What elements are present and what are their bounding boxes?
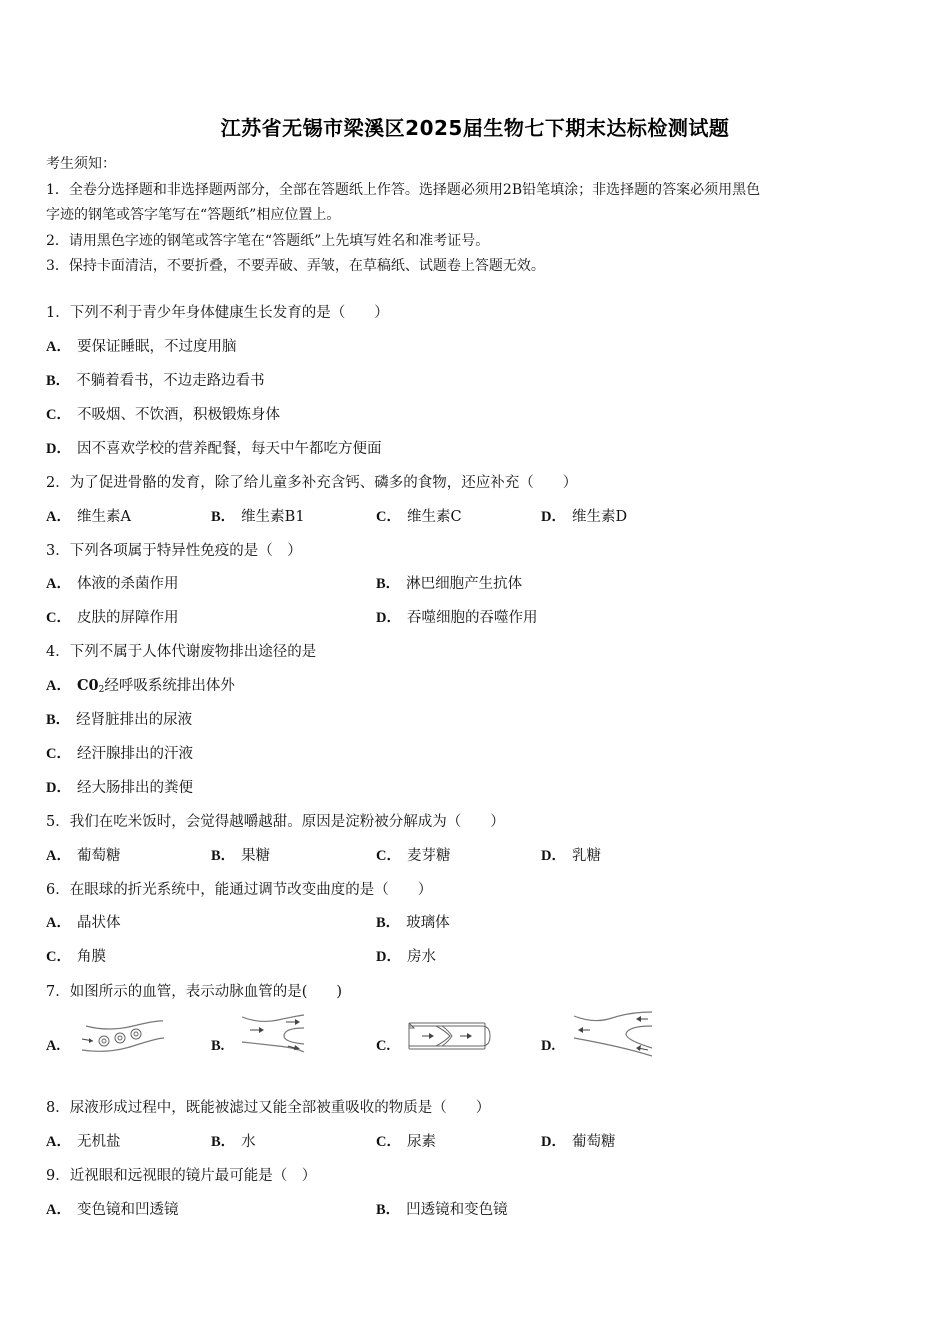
option-label: D． xyxy=(376,610,401,626)
notice-item: 1．全卷分选择题和非选择题两部分，全部在答题纸上作答。选择题必须用2B铅笔填涂；非选择题的答案必须用黑色 xyxy=(46,181,761,198)
option-text: 角膜 xyxy=(76,949,106,965)
option-label: D． xyxy=(46,441,71,457)
option-text: 经呼吸系统排出体外 xyxy=(104,678,235,694)
option-label: C． xyxy=(46,407,71,423)
q4-option-b xyxy=(46,708,192,729)
option-text: 维生素D xyxy=(571,509,628,525)
option-label: B. xyxy=(211,1038,225,1054)
q3-option-c xyxy=(46,606,178,627)
q7-option-b xyxy=(211,1038,230,1055)
option-label: A． xyxy=(46,1202,71,1218)
option-label: B． xyxy=(211,1134,236,1150)
notice-item: 2．请用黑色字迹的钢笔或答字笔在“答题纸”上先填写姓名和准考证号。 xyxy=(46,232,490,249)
q1-option-a xyxy=(46,335,236,356)
question-7-stem: 7．如图所示的血管，表示动脉血管的是( ) xyxy=(46,984,343,1000)
option-label: C. xyxy=(376,1038,391,1054)
notice-item: 3．保持卡面清洁，不要折叠，不要弄破、弄皱，在草稿纸、试题卷上答题无效。 xyxy=(46,258,545,274)
capillary-diagram-icon xyxy=(78,1020,168,1056)
option-label: D． xyxy=(376,949,401,965)
notice-heading: 考生须知： xyxy=(46,156,116,172)
question-2-stem: 2．为了促进骨骼的发育，除了给儿童多补充含钙、磷多的食物，还应补充（ ） xyxy=(46,475,578,491)
option-label: A． xyxy=(46,339,71,355)
option-label: A． xyxy=(46,678,71,694)
option-label: C． xyxy=(376,1134,401,1150)
option-label: B． xyxy=(211,509,236,525)
option-text: 葡萄糖 xyxy=(571,1134,616,1150)
question-6-stem: 6．在眼球的折光系统中，能通过调节改变曲度的是（ ） xyxy=(46,882,433,898)
q8-option-a xyxy=(46,1130,120,1151)
option-text: 凹透镜和变色镜 xyxy=(406,1202,508,1218)
question-4-stem: 4．下列不属于人体代谢废物排出途径的是 xyxy=(46,644,317,660)
option-text: 要保证睡眠，不过度用脑 xyxy=(76,339,237,355)
option-label: D. xyxy=(541,1038,556,1054)
option-label: B． xyxy=(46,373,71,389)
option-label: C． xyxy=(46,746,71,762)
q8-option-d xyxy=(541,1130,615,1151)
option-text: 水 xyxy=(241,1134,256,1150)
q9-option-a xyxy=(46,1198,178,1219)
co2-subscript: 2 xyxy=(98,685,105,695)
option-label: B． xyxy=(211,848,236,864)
question-5-stem: 5．我们在吃米饭时，会觉得越嚼越甜。原因是淀粉被分解成为（ ） xyxy=(46,814,505,830)
option-text: 玻璃体 xyxy=(406,915,450,931)
option-text: 无机盐 xyxy=(76,1134,121,1150)
q3-option-a xyxy=(46,572,178,593)
option-label: A． xyxy=(46,576,71,592)
option-text: 变色镜和凹透镜 xyxy=(76,1202,179,1218)
question-8-stem: 8．尿液形成过程中，既能被滤过又能全部被重吸收的物质是（ ） xyxy=(46,1100,491,1116)
option-text: 果糖 xyxy=(241,848,271,864)
option-label: D． xyxy=(541,1134,566,1150)
option-label: C． xyxy=(376,848,401,864)
option-text: 葡萄糖 xyxy=(76,848,121,864)
option-label: A． xyxy=(46,915,71,931)
q3-option-d xyxy=(376,606,537,627)
q1-option-c xyxy=(46,403,280,424)
option-text: 不躺着看书，不边走路边看书 xyxy=(76,373,265,389)
question-9-stem: 9．近视眼和远视眼的镜片最可能是（ ） xyxy=(46,1168,317,1184)
option-label: D． xyxy=(541,848,566,864)
option-text: 淋巴细胞产生抗体 xyxy=(406,576,523,592)
vein-valve-diagram-icon xyxy=(406,1020,494,1052)
option-text: 维生素C xyxy=(406,509,462,525)
notice-item: 字迹的钢笔或答字笔写在“答题纸”相应位置上。 xyxy=(46,207,341,223)
q1-option-b xyxy=(46,369,265,390)
option-label: C． xyxy=(46,949,71,965)
converging-vein-diagram-icon xyxy=(572,1008,654,1058)
option-text: 经汗腺排出的汗液 xyxy=(76,746,193,762)
option-label: B． xyxy=(376,576,401,592)
option-text: 尿素 xyxy=(406,1134,436,1150)
option-text: 晶状体 xyxy=(76,915,121,931)
option-label: B． xyxy=(46,712,71,728)
option-label: A． xyxy=(46,848,71,864)
q5-option-d xyxy=(541,844,601,865)
q6-option-a xyxy=(46,911,120,932)
option-text: 乳糖 xyxy=(571,848,601,864)
q5-option-a xyxy=(46,844,120,865)
option-label: D． xyxy=(541,509,566,525)
q2-option-a xyxy=(46,505,131,526)
option-text: 因不喜欢学校的营养配餐，每天中午都吃方便面 xyxy=(76,441,382,457)
q2-option-c xyxy=(376,505,462,526)
option-label: A． xyxy=(46,509,71,525)
option-text: 房水 xyxy=(406,949,436,965)
option-label: C． xyxy=(46,610,71,626)
option-text: 维生素A xyxy=(76,509,131,525)
q2-option-b xyxy=(211,505,305,526)
q6-option-d xyxy=(376,945,436,966)
q5-option-c xyxy=(376,844,450,865)
q6-option-c xyxy=(46,945,106,966)
q5-option-b xyxy=(211,844,270,865)
q3-option-b xyxy=(376,572,522,593)
exam-notice xyxy=(46,152,916,280)
option-text: 体液的杀菌作用 xyxy=(76,576,179,592)
option-text: 麦芽糖 xyxy=(406,848,451,864)
option-text: 不吸烟、不饮酒，积极锻炼身体 xyxy=(76,407,280,423)
q7-option-d xyxy=(541,1038,561,1055)
option-label: B． xyxy=(376,915,401,931)
co2-formula: C0 xyxy=(76,677,99,694)
option-text: 经大肠排出的粪便 xyxy=(76,780,193,796)
q4-option-c xyxy=(46,742,193,763)
option-text: 吞噬细胞的吞噬作用 xyxy=(406,610,538,626)
q7-option-a xyxy=(46,1038,66,1055)
q1-option-d xyxy=(46,437,381,458)
question-1-stem: 1．下列不利于青少年身体健康生长发育的是（ ） xyxy=(46,305,389,321)
q6-option-b xyxy=(376,911,450,932)
q2-option-d xyxy=(541,505,627,526)
q9-option-b xyxy=(376,1198,508,1219)
option-text: 维生素B1 xyxy=(241,509,305,525)
q7-option-c xyxy=(376,1038,396,1055)
option-label: B． xyxy=(376,1202,401,1218)
option-label: A. xyxy=(46,1038,61,1054)
option-label: D． xyxy=(46,780,71,796)
option-text: 皮肤的屏障作用 xyxy=(76,610,179,626)
question-3-stem: 3．下列各项属于特异性免疫的是（ ） xyxy=(46,543,302,559)
branching-artery-diagram-icon xyxy=(240,1012,306,1054)
option-label: C． xyxy=(376,509,401,525)
option-label: A． xyxy=(46,1134,71,1150)
q4-option-d xyxy=(46,776,193,797)
option-text: 经肾脏排出的尿液 xyxy=(76,712,193,728)
q8-option-b xyxy=(211,1130,256,1151)
q4-option-a xyxy=(46,674,235,695)
q8-option-c xyxy=(376,1130,436,1151)
page-title: 江苏省无锡市梁溪区2025届生物七下期末达标检测试题 xyxy=(220,116,730,140)
